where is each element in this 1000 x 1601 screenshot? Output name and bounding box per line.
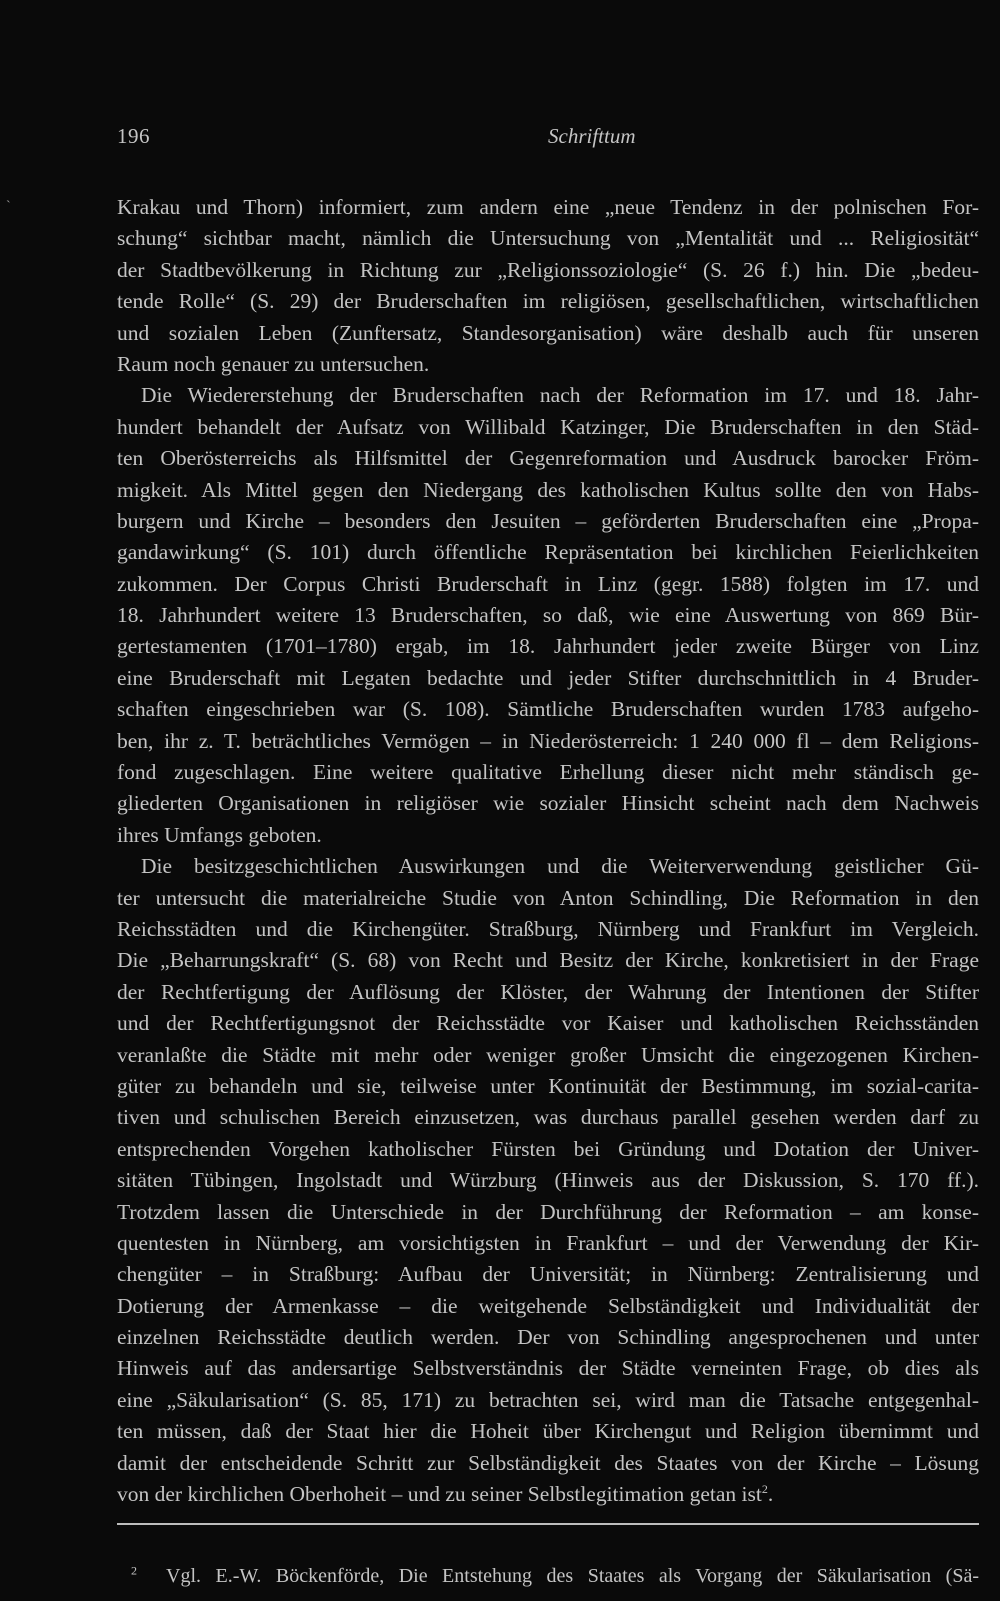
text-line: ihres Umfangs geboten. bbox=[117, 822, 322, 847]
text-line: chengüter – in Straßburg: Aufbau der Universität; in Nürnberg: Zentralisierung und bbox=[117, 1262, 979, 1287]
stray-mark: ` bbox=[6, 199, 11, 214]
text-line: schaften eingeschrieben war (S. 108). Sämtliche Bruderschaften wurden 1783 aufgeho- bbox=[117, 697, 979, 722]
text-line: damit der entscheidende Schritt zur Selbständigkeit des Staates von der Kirche – Lösung bbox=[117, 1450, 979, 1475]
text-line: Hinweis auf das andersartige Selbstverständnis der Städte verneinten Frage, ob dies als bbox=[117, 1356, 979, 1381]
text-line: burgern und Kirche – besonders den Jesuiten – geförderten Bruderschaften eine „Propa- bbox=[117, 508, 979, 533]
footnote-marker: 2 bbox=[131, 1563, 137, 1578]
text-line: Raum noch genauer zu untersuchen. bbox=[117, 351, 430, 376]
text-line: Die „Beharrungskraft“ (S. 68) von Recht und Besitz der Kirche, konkretisiert in der Frage bbox=[117, 948, 979, 973]
footnote-reference: 2 bbox=[761, 1481, 768, 1496]
text-line: hundert behandelt der Aufsatz von Willibald Katzinger, Die Bruderschaften in den Städ- bbox=[117, 414, 979, 439]
text-line: sitäten Tübingen, Ingolstadt und Würzburg (Hinweis aus der Diskussion, S. 170 ff.). bbox=[117, 1168, 979, 1193]
final-period: . bbox=[767, 1482, 774, 1507]
text-line: migkeit. Als Mittel gegen den Niedergang des katholischen Kultus sollte den von Habs- bbox=[117, 477, 979, 502]
text-line: gertestamenten (1701–1780) ergab, im 18. Jahrhundert jeder zweite Bürger von Linz bbox=[117, 634, 979, 659]
text-line: tiven und schulischen Bereich einzusetzen, was durchaus parallel gesehen werden darf zu bbox=[117, 1105, 979, 1130]
text-line: Die Wiedererstehung der Bruderschaften nach der Reformation im 17. und 18. Jahr- bbox=[141, 383, 979, 408]
text-line: Dotierung der Armenkasse – die weitgehende Selbständigkeit und Individualität der bbox=[117, 1293, 979, 1318]
text-line: güter zu behandeln und sie, teilweise unter Kontinuität der Bestimmung, im sozial-carita- bbox=[117, 1073, 979, 1098]
text-line: gandawirkung“ (S. 101) durch öffentliche Repräsentation bei kirchlichen Feierlichkeiten bbox=[117, 540, 979, 565]
text-line: Trotzdem lassen die Unterschiede in der Durchführung der Reformation – am konse- bbox=[117, 1199, 979, 1224]
text-line: und der Rechtfertigungsnot der Reichsstädte vor Kaiser und katholischen Reichsständen bbox=[117, 1011, 979, 1036]
text-line: veranlaßte die Städte mit mehr oder weniger großer Umsicht die eingezogenen Kirchen- bbox=[117, 1042, 979, 1067]
text-line: Krakau und Thorn) informiert, zum andern eine „neue Tendenz in der polnischen For- bbox=[117, 195, 979, 219]
text-line: tende Rolle“ (S. 29) der Bruderschaften im religiösen, gesellschaftlichen, wirtschaftlichen bbox=[117, 289, 979, 314]
text-line: entsprechenden Vorgehen katholischer Fürsten bei Gründung und Dotation der Univer- bbox=[117, 1136, 979, 1161]
text-line: und sozialen Leben (Zunftersatz, Standesorganisation) wäre deshalb auch für unseren bbox=[117, 320, 979, 345]
page-number: 196 bbox=[117, 124, 150, 148]
footnote-rule bbox=[117, 1523, 979, 1525]
text-line: der Rechtfertigung der Auflösung der Klöster, der Wahrung der Intentionen der Stifter bbox=[117, 979, 979, 1004]
text-line: 18. Jahrhundert weitere 13 Bruderschaften, so daß, wie eine Auswertung von 869 Bür- bbox=[117, 603, 979, 628]
text-line: Reichsstädten und die Kirchengüter. Straßburg, Nürnberg und Frankfurt im Vergleich. bbox=[117, 916, 979, 941]
footnote bbox=[131, 1563, 979, 1589]
last-text-line bbox=[117, 1479, 979, 1510]
text-line: der Stadtbevölkerung in Richtung zur „Religionssoziologie“ (S. 26 f.) hin. Die „bedeu- bbox=[117, 257, 979, 282]
text-line: fond zugeschlagen. Eine weitere qualitative Erhellung dieser nicht mehr ständisch ge- bbox=[117, 760, 979, 785]
text-line: ten Oberösterreichs als Hilfsmittel der Gegenreformation und Ausdruck barocker Fröm- bbox=[117, 446, 979, 471]
text-line: ben, ihr z. T. beträchtliches Vermögen – in Niederösterreich: 1 240 000 fl – dem Religions- bbox=[117, 728, 979, 753]
text-line: gliederten Organisationen in religiöser wie sozialer Hinsicht scheint nach dem Nachweis bbox=[117, 791, 979, 816]
footnote-text: Vgl. E.-W. Böckenförde, Die Entstehung des Staates als Vorgang der Säkularisation (Sä- bbox=[166, 1565, 979, 1587]
text-line: ter untersucht die materialreiche Studie von Anton Schindling, Die Reformation in den bbox=[117, 885, 979, 910]
text-line: ten müssen, daß der Staat hier die Hoheit über Kirchengut und Religion übernimmt und bbox=[117, 1419, 979, 1444]
text-line: zukommen. Der Corpus Christi Bruderschaft in Linz (gegr. 1588) folgten im 17. und bbox=[117, 571, 979, 596]
text-line: eine Bruderschaft mit Legaten bedachte und jeder Stifter durchschnittlich in 4 Bruder- bbox=[117, 665, 979, 690]
text-line: schung“ sichtbar macht, nämlich die Untersuchung von „Mentalität und ... Religiosität“ bbox=[117, 226, 979, 251]
text-line: Die besitzgeschichtlichen Auswirkungen und die Weiterverwendung geistlicher Gü- bbox=[141, 854, 979, 879]
body-text bbox=[117, 192, 979, 1510]
last-line-text: von der kirchlichen Oberhoheit – und zu seiner Selbstlegitimation getan ist bbox=[117, 1482, 762, 1507]
text-line: einzelnen Reichsstädte deutlich werden. Der von Schindling angesprochenen und unter bbox=[117, 1325, 979, 1350]
text-line: eine „Säkularisation“ (S. 85, 171) zu betrachten sei, wird man die Tatsache entgegenhal- bbox=[117, 1387, 979, 1412]
text-line: quentesten in Nürnberg, am vorsichtigsten in Frankfurt – und der Verwendung der Kir- bbox=[117, 1230, 979, 1255]
running-head: Schrifttum bbox=[548, 124, 636, 148]
